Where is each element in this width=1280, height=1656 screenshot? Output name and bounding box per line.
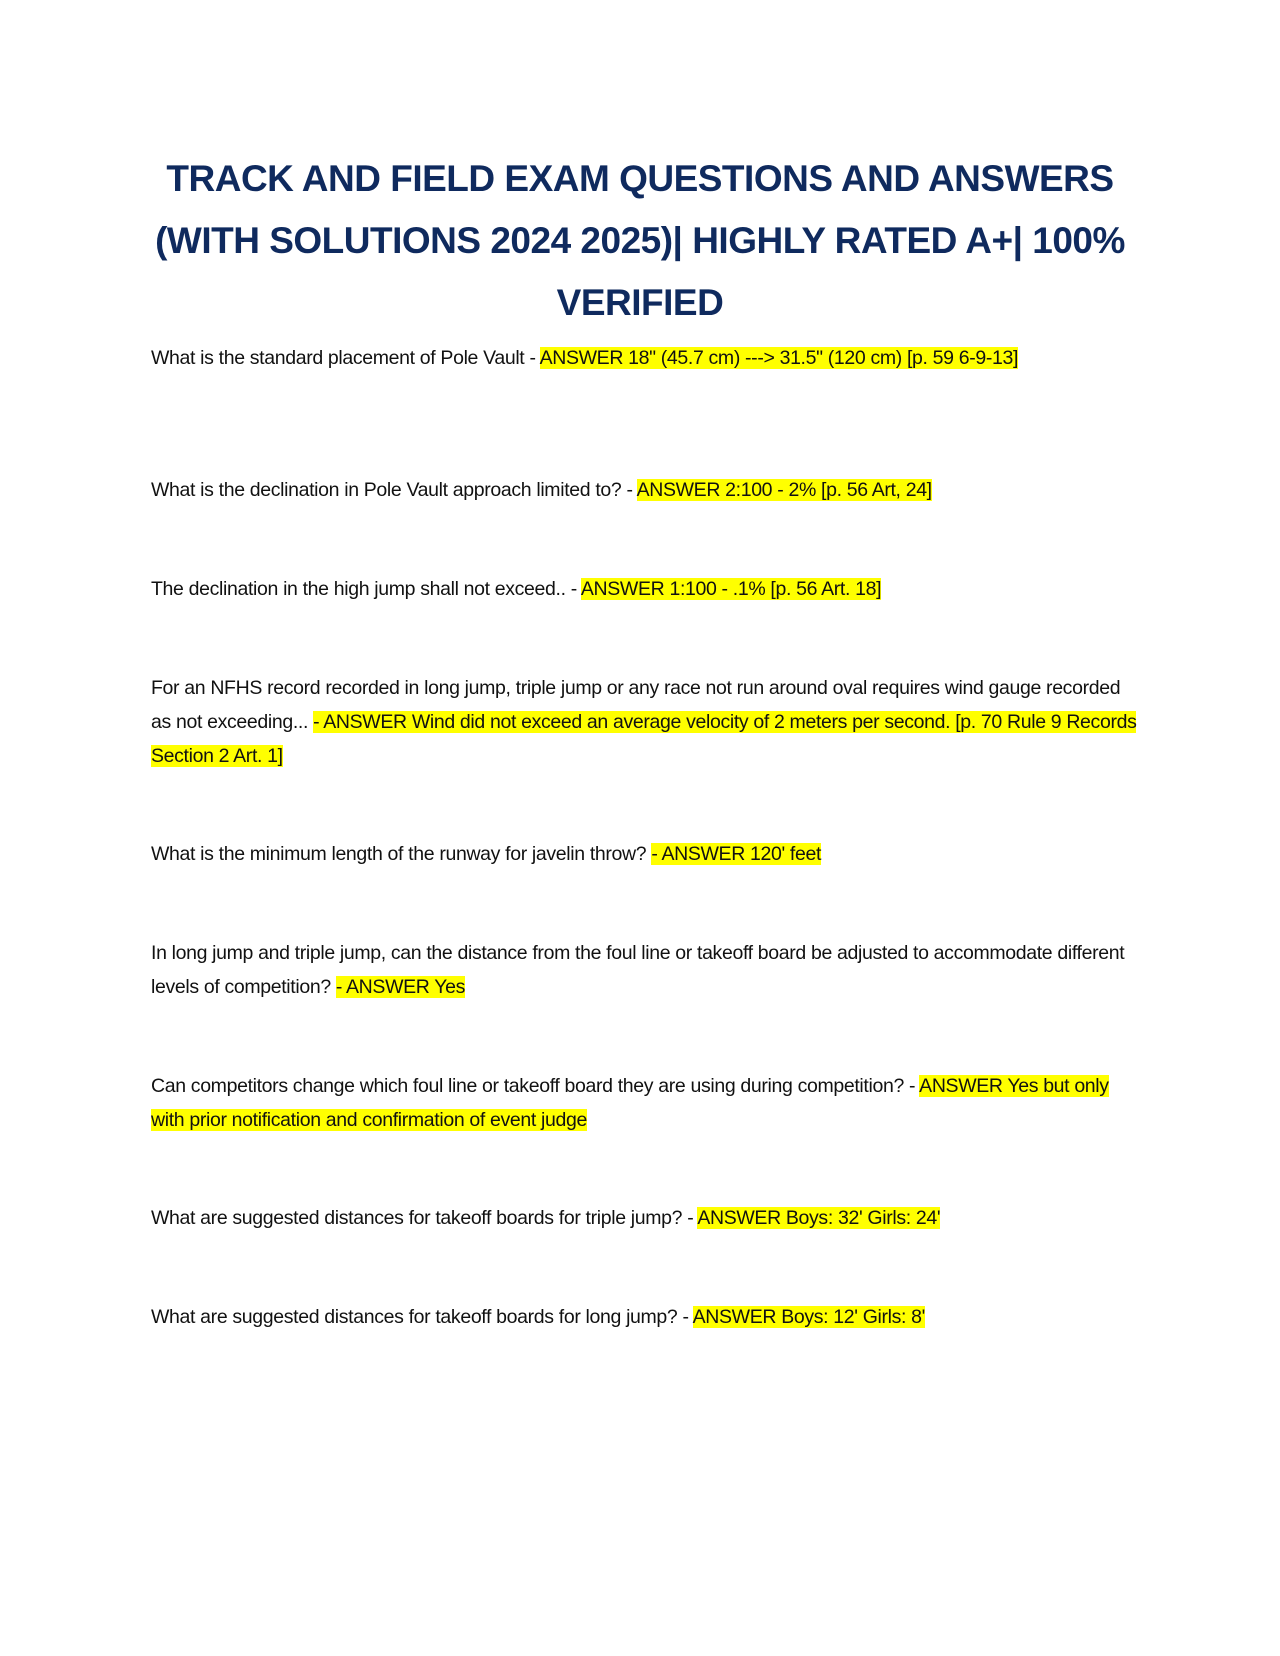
qa-item-3: [151, 572, 1141, 606]
qa-item-9: [151, 1300, 1141, 1334]
qa-item-2: [151, 473, 1141, 507]
question: What are suggested distances for takeoff boards for long jump? -: [151, 1306, 693, 1328]
qa-item-7: [151, 1069, 1141, 1137]
answer: ANSWER Yes but only with prior notification and confirmation of event judge: [151, 1075, 1109, 1131]
question: In long jump and triple jump, can the distance from the foul line or takeoff board be adjusted to accommodate different levels of competition?: [151, 942, 1125, 998]
qa-item-5: [151, 837, 1141, 871]
answer: ANSWER Boys: 12' Girls: 8': [692, 1306, 926, 1328]
qa-item-1: [151, 341, 1141, 375]
question: What is the declination in Pole Vault approach limited to? -: [151, 479, 637, 501]
answer: - ANSWER Wind did not exceed an average velocity of 2 meters per second. [p. 70 Rule 9 Records Section 2 Art. 1]: [151, 711, 1137, 767]
answer: - ANSWER Yes: [335, 976, 465, 998]
qa-item-8: [151, 1201, 1141, 1235]
question: The declination in the high jump shall not exceed.. -: [151, 578, 581, 600]
answer: ANSWER 2:100 - 2% [p. 56 Art, 24]: [636, 479, 932, 501]
answer: ANSWER Boys: 32' Girls: 24': [697, 1207, 941, 1229]
document-title: TRACK AND FIELD EXAM QUESTIONS AND ANSWERS (WITH SOLUTIONS 2024 2025)| HIGHLY RATED A+| 100% VERIFIED: [155, 158, 1125, 323]
question: What is the minimum length of the runway for javelin throw?: [151, 843, 652, 865]
question: What are suggested distances for takeoff boards for triple jump? -: [151, 1207, 698, 1229]
question: What is the standard placement of Pole Vault -: [151, 347, 540, 369]
qa-item-6: [151, 936, 1141, 1004]
answer: - ANSWER 120' feet: [651, 843, 822, 865]
question: For an NFHS record recorded in long jump, triple jump or any race not run around oval requires wind gauge recorded as not exceeding...: [151, 677, 1121, 733]
question: Can competitors change which foul line or takeoff board they are using during competition? -: [151, 1075, 920, 1097]
answer: ANSWER 1:100 - .1% [p. 56 Art. 18]: [580, 578, 882, 600]
qa-item-4: [151, 671, 1141, 773]
answer: ANSWER 18" (45.7 cm) ---> 31.5" (120 cm) [p. 59 6-9-13]: [539, 347, 1019, 369]
